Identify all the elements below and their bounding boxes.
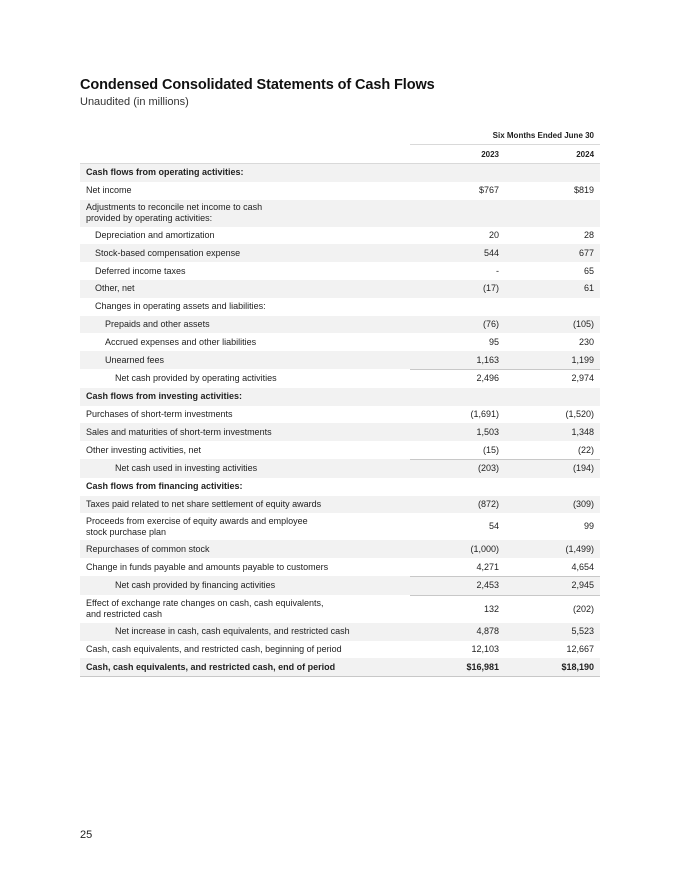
table-row bbox=[80, 423, 600, 441]
table-row bbox=[80, 200, 600, 227]
year-header-2023: 2023 bbox=[410, 145, 505, 164]
year-header-2024: 2024 bbox=[505, 145, 600, 164]
year-header-row bbox=[80, 145, 600, 164]
value-2023: 4,271 bbox=[476, 561, 499, 572]
table-row bbox=[80, 316, 600, 334]
value-2023: (15) bbox=[482, 444, 499, 455]
period-header: Six Months Ended June 30 bbox=[410, 127, 600, 145]
table-row bbox=[80, 351, 600, 369]
value-2024: 1,199 bbox=[505, 351, 600, 369]
row-label: Cash, cash equivalents, and restricted cash, beginning of period bbox=[86, 643, 342, 654]
value-2023: 132 bbox=[410, 595, 505, 623]
table-row bbox=[80, 244, 600, 262]
row-label: Net increase in cash, cash equivalents, and restricted cash bbox=[80, 623, 410, 641]
value-2024 bbox=[505, 164, 600, 182]
row-label: Accrued expenses and other liabilities bbox=[105, 336, 257, 347]
value-2024: (194) bbox=[505, 459, 600, 477]
value-2023: 20 bbox=[488, 229, 499, 240]
row-label: Net cash provided by financing activities bbox=[80, 576, 410, 595]
value-2024: 230 bbox=[578, 336, 595, 347]
value-2024 bbox=[505, 478, 600, 496]
value-2023 bbox=[410, 164, 505, 182]
table-row bbox=[80, 595, 600, 623]
subtotal-row bbox=[80, 459, 600, 477]
value-2024: (1,520) bbox=[565, 408, 595, 419]
value-2023: (872) bbox=[410, 496, 505, 514]
value-2023: 12,103 bbox=[471, 643, 499, 654]
value-2024: $18,190 bbox=[505, 658, 600, 676]
table-row bbox=[80, 558, 600, 576]
total-row bbox=[80, 658, 600, 676]
table-row bbox=[80, 641, 600, 659]
row-label: Purchases of short-term investments bbox=[86, 408, 233, 419]
value-2023: $16,981 bbox=[410, 658, 505, 676]
value-2024: 28 bbox=[584, 229, 595, 240]
table-row bbox=[80, 227, 600, 245]
value-2023 bbox=[410, 478, 505, 496]
value-2023: (203) bbox=[410, 459, 505, 477]
value-2024: 2,974 bbox=[505, 369, 600, 387]
row-label: Change in funds payable and amounts payable to customers bbox=[86, 561, 329, 572]
row-label: Net cash provided by operating activities bbox=[115, 373, 277, 384]
header-spacer bbox=[80, 127, 410, 145]
value-2024: $819 bbox=[573, 185, 595, 196]
cash-flow-table bbox=[80, 127, 600, 677]
value-2023: (1,691) bbox=[470, 408, 499, 419]
table-row bbox=[80, 280, 600, 298]
value-2024 bbox=[505, 200, 600, 227]
table-row bbox=[80, 164, 600, 182]
value-2023 bbox=[410, 388, 505, 406]
header-spacer bbox=[80, 145, 410, 164]
value-2023: 2,453 bbox=[410, 576, 505, 595]
value-2024: 1,348 bbox=[505, 423, 600, 441]
table-row bbox=[80, 496, 600, 514]
table-row bbox=[80, 298, 600, 316]
row-label: Proceeds from exercise of equity awards and employee stock purchase plan bbox=[86, 515, 308, 537]
value-2023: 4,878 bbox=[410, 623, 505, 641]
value-2024: (1,499) bbox=[505, 540, 600, 558]
value-2023 bbox=[410, 298, 505, 316]
value-2024 bbox=[505, 388, 600, 406]
page-number: 25 bbox=[80, 829, 93, 841]
value-2024: (22) bbox=[578, 444, 595, 455]
page-title: Condensed Consolidated Statements of Cash Flows bbox=[80, 77, 435, 93]
subtotal-row bbox=[80, 623, 600, 641]
table-row bbox=[80, 333, 600, 351]
value-2023: $767 bbox=[478, 185, 499, 196]
table-row bbox=[80, 182, 600, 200]
row-label: Net income bbox=[86, 185, 132, 196]
row-label: Cash flows from investing activities: bbox=[80, 388, 410, 406]
value-2023: 1,503 bbox=[410, 423, 505, 441]
row-label: Other investing activities, net bbox=[86, 444, 202, 455]
row-label: Unearned fees bbox=[80, 351, 410, 369]
value-2023: (17) bbox=[410, 280, 505, 298]
table-row bbox=[80, 406, 600, 424]
table-row bbox=[80, 478, 600, 496]
value-2024: 677 bbox=[505, 244, 600, 262]
table-row bbox=[80, 388, 600, 406]
row-label: Adjustments to reconcile net income to cash provided by operating activities: bbox=[80, 200, 410, 227]
value-2023: (76) bbox=[410, 316, 505, 334]
row-label: Stock-based compensation expense bbox=[80, 244, 410, 262]
value-2023: (1,000) bbox=[410, 540, 505, 558]
value-2024: 4,654 bbox=[571, 561, 595, 572]
value-2024 bbox=[505, 298, 600, 316]
value-2023: - bbox=[496, 265, 499, 276]
value-2023: 95 bbox=[488, 336, 499, 347]
row-label: Net cash used in investing activities bbox=[80, 459, 410, 477]
table-row bbox=[80, 262, 600, 280]
row-label: Repurchases of common stock bbox=[80, 540, 410, 558]
row-label: Depreciation and amortization bbox=[95, 229, 215, 240]
value-2024: 12,667 bbox=[566, 643, 595, 654]
row-label: Prepaids and other assets bbox=[80, 316, 410, 334]
table-row bbox=[80, 540, 600, 558]
value-2023: 1,163 bbox=[410, 351, 505, 369]
value-2024: (309) bbox=[505, 496, 600, 514]
value-2024: (202) bbox=[505, 595, 600, 623]
row-label: Deferred income taxes bbox=[95, 265, 186, 276]
value-2024: 5,523 bbox=[505, 623, 600, 641]
value-2024: 65 bbox=[584, 265, 595, 276]
value-2023: 544 bbox=[410, 244, 505, 262]
row-label: Other, net bbox=[80, 280, 410, 298]
value-2024: 99 bbox=[584, 521, 595, 532]
subtotal-row bbox=[80, 369, 600, 387]
row-label: Sales and maturities of short-term investments bbox=[80, 423, 410, 441]
row-label: Changes in operating assets and liabilities: bbox=[95, 301, 266, 312]
table-row bbox=[80, 513, 600, 540]
value-2024: (105) bbox=[505, 316, 600, 334]
table-row bbox=[80, 441, 600, 459]
value-2024: 2,945 bbox=[505, 576, 600, 595]
row-label: Effect of exchange rate changes on cash, cash equivalents, and restricted cash bbox=[86, 597, 324, 619]
value-2023: 54 bbox=[488, 521, 499, 532]
value-2024: 61 bbox=[505, 280, 600, 298]
period-header-row bbox=[80, 127, 600, 145]
page-subtitle: Unaudited (in millions) bbox=[80, 96, 189, 108]
value-2023 bbox=[410, 200, 505, 227]
row-label: Cash, cash equivalents, and restricted cash, end of period bbox=[80, 658, 410, 676]
row-label: Cash flows from operating activities: bbox=[80, 164, 410, 182]
row-label: Taxes paid related to net share settlement of equity awards bbox=[80, 496, 410, 514]
subtotal-row bbox=[80, 576, 600, 595]
row-label: Cash flows from financing activities: bbox=[86, 481, 243, 492]
value-2023: 2,496 bbox=[410, 369, 505, 387]
